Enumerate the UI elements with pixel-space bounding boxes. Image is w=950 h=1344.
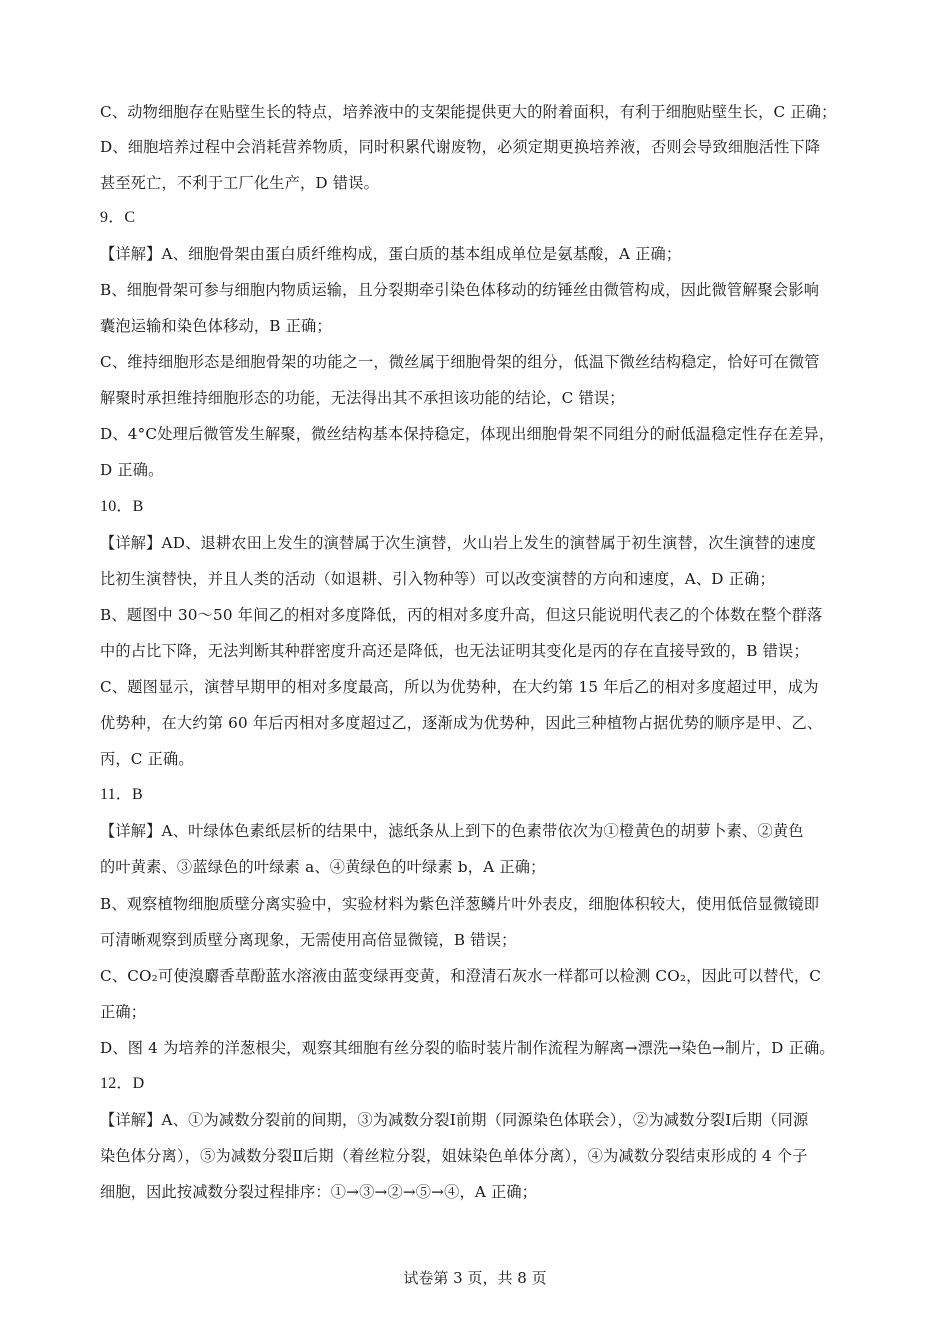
question-number: 9．C	[100, 209, 136, 226]
page-footer: 试卷第 3 页，共 8 页	[403, 1269, 547, 1287]
text-line: 的叶黄素、③蓝绿色的叶绿素 a、④黄绿色的叶绿素 b，A 正确；	[100, 858, 546, 876]
question-number: 11．B	[100, 786, 143, 803]
text-line: 囊泡运输和染色体移动，B 正确；	[100, 317, 332, 335]
text-line: 优势种，在大约第 60 年后丙相对多度超过乙，逐渐成为优势种，因此三种植物占据优势的顺序是甲、乙、	[100, 714, 823, 732]
text-line: B、观察植物细胞质壁分离实验中，实验材料为紫色洋葱鳞片叶外表皮，细胞体积较大，使用低倍显微镜即	[100, 895, 820, 913]
text-line: D、4°C处理后微管发生解聚，微丝结构基本保持稳定，体现出细胞骨架不同组分的耐低温稳定性存在差异，	[100, 425, 835, 443]
text-line: C、题图显示，演替早期甲的相对多度最高，所以为优势种，在大约第 15 年后乙的相对多度超过甲，成为	[100, 678, 819, 696]
text-line: 甚至死亡，不利于工厂化生产，D 错误。	[100, 174, 379, 192]
text-line: 【详解】AD、退耕农田上发生的演替属于次生演替，火山岩上发生的演替属于初生演替，次生演替的速度	[100, 534, 816, 552]
text-line: 可清晰观察到质壁分离现象，无需使用高倍显微镜，B 错误；	[100, 931, 517, 949]
text-line: C、CO₂可使溴麝香草酚蓝水溶液由蓝变绿再变黄，和澄清石灰水一样都可以检测 CO₂，因此可以替代，C	[100, 967, 822, 985]
text-line: D、细胞培养过程中会消耗营养物质，同时积累代谢废物，必须定期更换培养液，否则会导致细胞活性下降	[100, 138, 821, 156]
question-number: 10．B	[100, 498, 144, 515]
text-line: 中的占比下降，无法判断其种群密度升高还是降低，也无法证明其变化是丙的存在直接导致的，B 错误；	[100, 642, 809, 660]
text-line: B、题图中 30～50 年间乙的相对多度降低，丙的相对多度升高，但这只能说明代表乙的个体数在整个群落	[100, 606, 823, 624]
question-number: 12．D	[100, 1075, 145, 1092]
text-line: D、图 4 为培养的洋葱根尖，观察其细胞有丝分裂的临时装片制作流程为解离→漂洗→染色→制片，D 正确。	[100, 1039, 835, 1057]
text-line: 【详解】A、叶绿体色素纸层析的结果中，滤纸条从上到下的色素带依次为①橙黄色的胡萝卜素、②黄色	[100, 822, 804, 840]
text-line: 比初生演替快，并且人类的活动（如退耕、引入物种等）可以改变演替的方向和速度，A、D 正确；	[100, 570, 775, 588]
text-line: 正确；	[100, 1003, 147, 1021]
text-line: C、动物细胞存在贴壁生长的特点，培养液中的支架能提供更大的附着面积，有利于细胞贴壁生长，C 正确；	[100, 103, 837, 121]
text-line: C、维持细胞形态是细胞骨架的功能之一，微丝属于细胞骨架的组分，低温下微丝结构稳定，恰好可在微管	[100, 353, 820, 371]
text-line: 细胞，因此按减数分裂过程排序：①→③→②→⑤→④，A 正确；	[100, 1183, 538, 1201]
text-line: D 正确。	[100, 461, 164, 479]
text-line: 染色体分离），⑤为减数分裂Ⅱ后期（着丝粒分裂，姐妹染色单体分离），④为减数分裂结束形成的 4 个子	[100, 1147, 808, 1165]
text-line: 丙，C 正确。	[100, 750, 194, 768]
text-line: B、细胞骨架可参与细胞内物质运输，且分裂期牵引染色体移动的纺锤丝由微管构成，因此微管解聚会影响	[100, 281, 820, 299]
text-line: 【详解】A、细胞骨架由蛋白质纤维构成，蛋白质的基本组成单位是氨基酸，A 正确；	[100, 245, 682, 263]
text-line: 【详解】A、①为减数分裂前的间期，③为减数分裂Ⅰ前期（同源染色体联会），②为减数分裂Ⅰ后期（同源	[100, 1111, 809, 1129]
text-line: 解聚时承担维持细胞形态的功能，无法得出其不承担该功能的结论，C 错误；	[100, 389, 625, 407]
